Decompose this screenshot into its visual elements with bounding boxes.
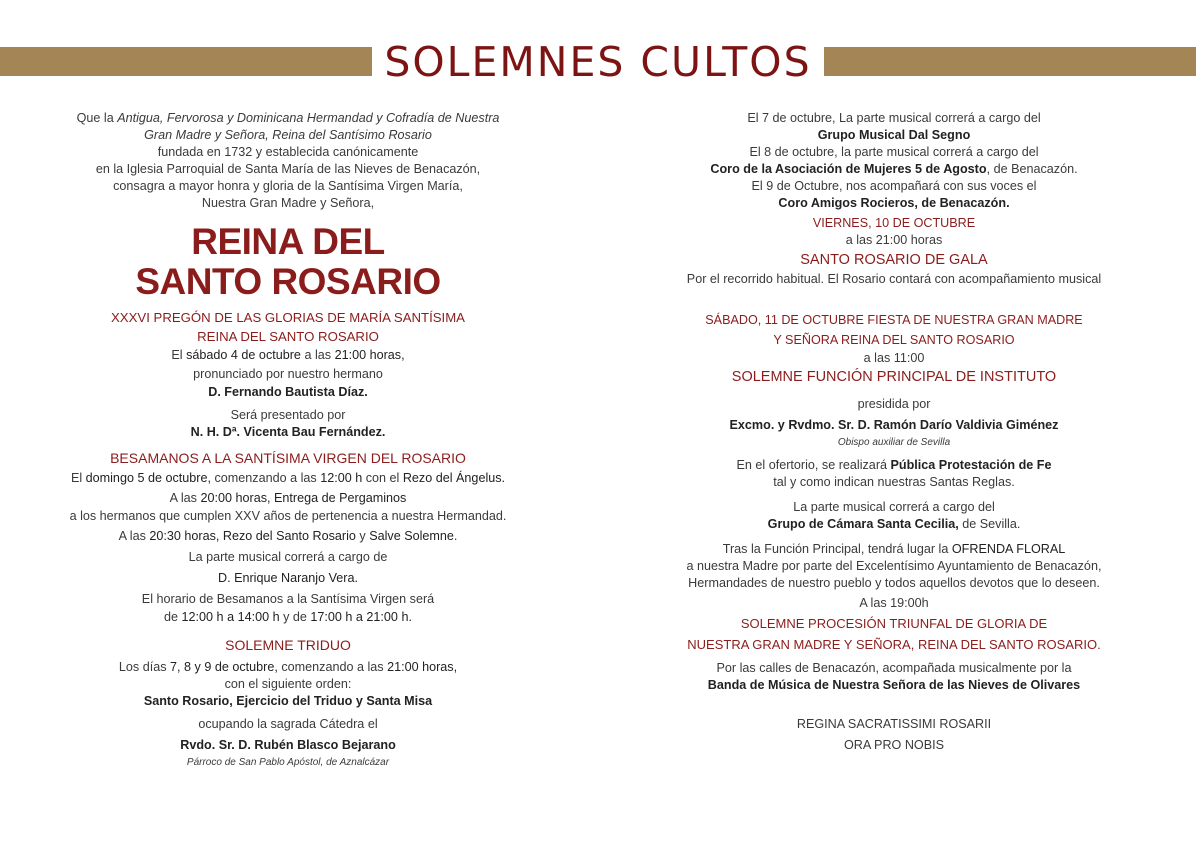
triduo-preacher-title: Párroco de San Pablo Apóstol, de Aznalcázar <box>186 757 390 768</box>
closing-line: ORA PRO NOBIS <box>843 738 945 752</box>
besamanos-line: A las 20:00 horas, Entrega de Pergaminos <box>169 491 407 505</box>
main-title-line-1: REINA DEL <box>191 221 385 262</box>
funcion-line: Tras la Función Principal, tendrá lugar la OFRENDA FLORAL <box>722 542 1066 556</box>
triduo-line: Los días 7, 8 y 9 de octubre, comenzando a las 21:00 horas, <box>118 660 458 674</box>
triduo-preacher: Rvdo. Sr. D. Rubén Blasco Bejarano <box>180 738 396 752</box>
procesion-line: Por las calles de Benacazón, acompañada musicalmente por la <box>716 661 1072 675</box>
funcion-heading: SOLEMNE FUNCIÓN PRINCIPAL DE INSTITUTO <box>731 369 1057 385</box>
besamanos-line: La parte musical correrá a cargo de <box>188 550 388 564</box>
pregon-heading: REINA DEL SANTO ROSARIO <box>197 329 379 344</box>
besamanos-music: D. Enrique Naranjo Vera. <box>217 571 358 585</box>
music-line: El 7 de octubre, La parte musical correrá a cargo del <box>747 111 1041 125</box>
funcion-line: Hermandades de nuestro pueblo y todos aquellos devotos que lo deseen. <box>688 576 1100 590</box>
music-group: Coro Amigos Rocieros, de Benacazón. <box>778 196 1010 210</box>
pregon-date: El sábado 4 de octubre a las 21:00 horas, <box>171 348 405 362</box>
music-line: Coro de la Asociación de Mujeres 5 de Agosto, de Benacazón. <box>710 162 1078 176</box>
gala-time: a las 21:00 horas <box>845 233 943 247</box>
funcion-line: presidida por <box>857 397 931 411</box>
besamanos-line: El horario de Besamanos a la Santísima Virgen será <box>141 592 435 606</box>
intro-line: Que la Antigua, Fervorosa y Dominicana Hermandad y Cofradía de Nuestra <box>76 111 500 125</box>
intro-line: en la Iglesia Parroquial de Santa María de las Nieves de Benacazón, <box>95 162 481 176</box>
funcion-presider-title: Obispo auxiliar de Sevilla <box>837 437 951 448</box>
funcion-presider: Excmo. y Rvdmo. Sr. D. Ramón Darío Valdivia Giménez <box>729 418 1059 432</box>
main-title-line-2: SANTO ROSARIO <box>135 261 441 302</box>
besamanos-hours: de 12:00 h a 14:00 h y de 17:00 h a 21:00 h. <box>164 610 412 624</box>
funcion-line: A las 19:00h <box>859 596 929 610</box>
music-group: Grupo Musical Dal Segno <box>817 128 971 142</box>
gala-heading: SANTO ROSARIO DE GALA <box>800 252 988 268</box>
left-column <box>38 110 538 769</box>
banner-bar-right <box>824 47 1196 76</box>
triduo-order: Santo Rosario, Ejercicio del Triduo y Santa Misa <box>143 694 433 708</box>
intro-line: consagra a mayor honra y gloria de la Santísima Virgen María, <box>113 179 463 193</box>
funcion-line: a nuestra Madre por parte del Excelentísimo Ayuntamiento de Benacazón, <box>686 559 1102 573</box>
besamanos-line: El domingo 5 de octubre, comenzando a las 12:00 h con el Rezo del Ángelus. <box>70 471 506 485</box>
pregon-text: pronunciado por nuestro hermano <box>193 367 383 381</box>
funcion-line: En el ofertorio, se realizará Pública Protestación de Fe <box>736 458 1052 472</box>
pregon-presenter: N. H. Dª. Vicenta Bau Fernández. <box>190 425 386 439</box>
funcion-line: Grupo de Cámara Santa Cecilia, de Sevilla. <box>767 517 1021 531</box>
funcion-date: Y SEÑORA REINA DEL SANTO ROSARIO <box>773 333 1015 347</box>
besamanos-line: a los hermanos que cumplen XXV años de pertenencia a nuestra Hermandad. <box>69 509 507 523</box>
banner-title: SOLEMNES CULTOS <box>384 38 812 86</box>
triduo-line: ocupando la sagrada Cátedra el <box>198 717 378 731</box>
gala-desc: Por el recorrido habitual. El Rosario contará con acompañamiento musical <box>686 272 1102 286</box>
triduo-heading: SOLEMNE TRIDUO <box>225 637 351 653</box>
procesion-heading: SOLEMNE PROCESIÓN TRIUNFAL DE GLORIA DE <box>740 616 1048 631</box>
music-line: El 9 de Octubre, nos acompañará con sus voces el <box>751 179 1037 193</box>
funcion-line: tal y como indican nuestras Santas Reglas. <box>773 475 1015 489</box>
pregon-text: Será presentado por <box>230 408 346 422</box>
right-column <box>640 110 1148 756</box>
intro-line: Nuestra Gran Madre y Señora, <box>201 196 375 210</box>
funcion-line: La parte musical correrá a cargo del <box>793 500 995 514</box>
funcion-date: SÁBADO, 11 DE OCTUBRE FIESTA DE NUESTRA GRAN MADRE <box>705 313 1083 327</box>
banner-bar-left <box>0 47 372 76</box>
pregon-heading: XXXVI PREGÓN DE LAS GLORIAS DE MARÍA SANTÍSIMA <box>111 310 465 325</box>
funcion-time: a las 11:00 <box>863 351 925 365</box>
closing-line: REGINA SACRATISSIMI ROSARII <box>796 717 992 731</box>
music-line: El 8 de octubre, la parte musical correrá a cargo del <box>749 145 1039 159</box>
procesion-band: Banda de Música de Nuestra Señora de las Nieves de Olivares <box>707 678 1081 692</box>
pregon-speaker: D. Fernando Bautista Díaz. <box>208 385 368 399</box>
intro-line: Gran Madre y Señora, Reina del Santísimo Rosario <box>144 128 432 142</box>
besamanos-line: A las 20:30 horas, Rezo del Santo Rosario y Salve Solemne. <box>118 529 458 543</box>
procesion-heading: NUESTRA GRAN MADRE Y SEÑORA, REINA DEL SANTO ROSARIO. <box>687 637 1101 652</box>
besamanos-heading: BESAMANOS A LA SANTÍSIMA VIRGEN DEL ROSARIO <box>110 450 466 466</box>
intro-line: fundada en 1732 y establecida canónicamente <box>157 145 419 159</box>
gala-date: VIERNES, 10 DE OCTUBRE <box>812 216 976 230</box>
triduo-line: con el siguiente orden: <box>224 677 352 691</box>
